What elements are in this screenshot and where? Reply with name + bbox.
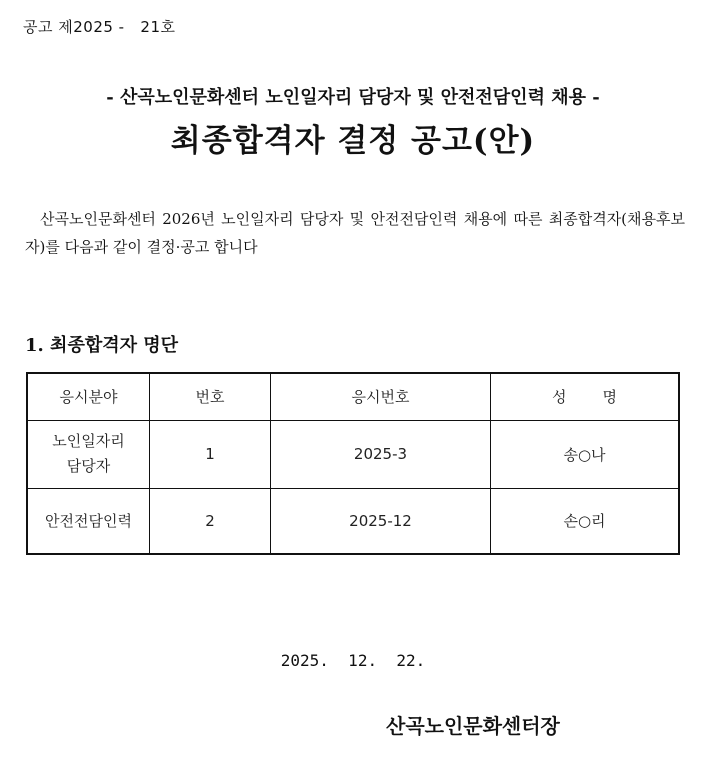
section-heading: 1. 최종합격자 명단 [25,335,179,356]
page-title: 최종합격자 결정 공고(안) [170,123,536,159]
announcement-date: 2025. 12. 22. [280,651,426,670]
cell-field-line1: 노인일자리 [52,432,125,450]
announcement-body: 산곡노인문화센터 2026년 노인일자리 담당자 및 안전전담인력 채용에 따른 최종합격자(채용후보자)를 다음과 같이 결정·공고 합니다 [25,210,685,256]
signatory: 산곡노인문화센터장 [386,714,560,738]
cell-field-line2: 담당자 [66,457,111,475]
cell-applicant-number: 2025-3 [271,420,491,488]
final-candidates-table [26,372,680,555]
notice-number: 공고 제2025 - 21호 [23,18,176,36]
cell-number: 1 [150,420,271,488]
header-number: 번호 [150,373,271,420]
header-applicant-number: 응시번호 [271,373,491,420]
cell-name: 손○리 [491,488,680,554]
header-name [491,373,680,420]
header-name-first: 성 [552,388,567,407]
table-row [27,420,679,488]
header-name-second: 명 [602,388,617,407]
cell-name: 송○나 [491,420,680,488]
notice-subtitle: - 산곡노인문화센터 노인일자리 담당자 및 안전전담인력 채용 - [106,87,600,108]
cell-applicant-number: 2025-12 [271,488,491,554]
header-field: 응시분야 [27,373,150,420]
table-row [27,488,679,554]
cell-field [27,420,150,488]
cell-field: 안전전담인력 [27,488,150,554]
cell-number: 2 [150,488,271,554]
table-header-row [27,373,679,420]
